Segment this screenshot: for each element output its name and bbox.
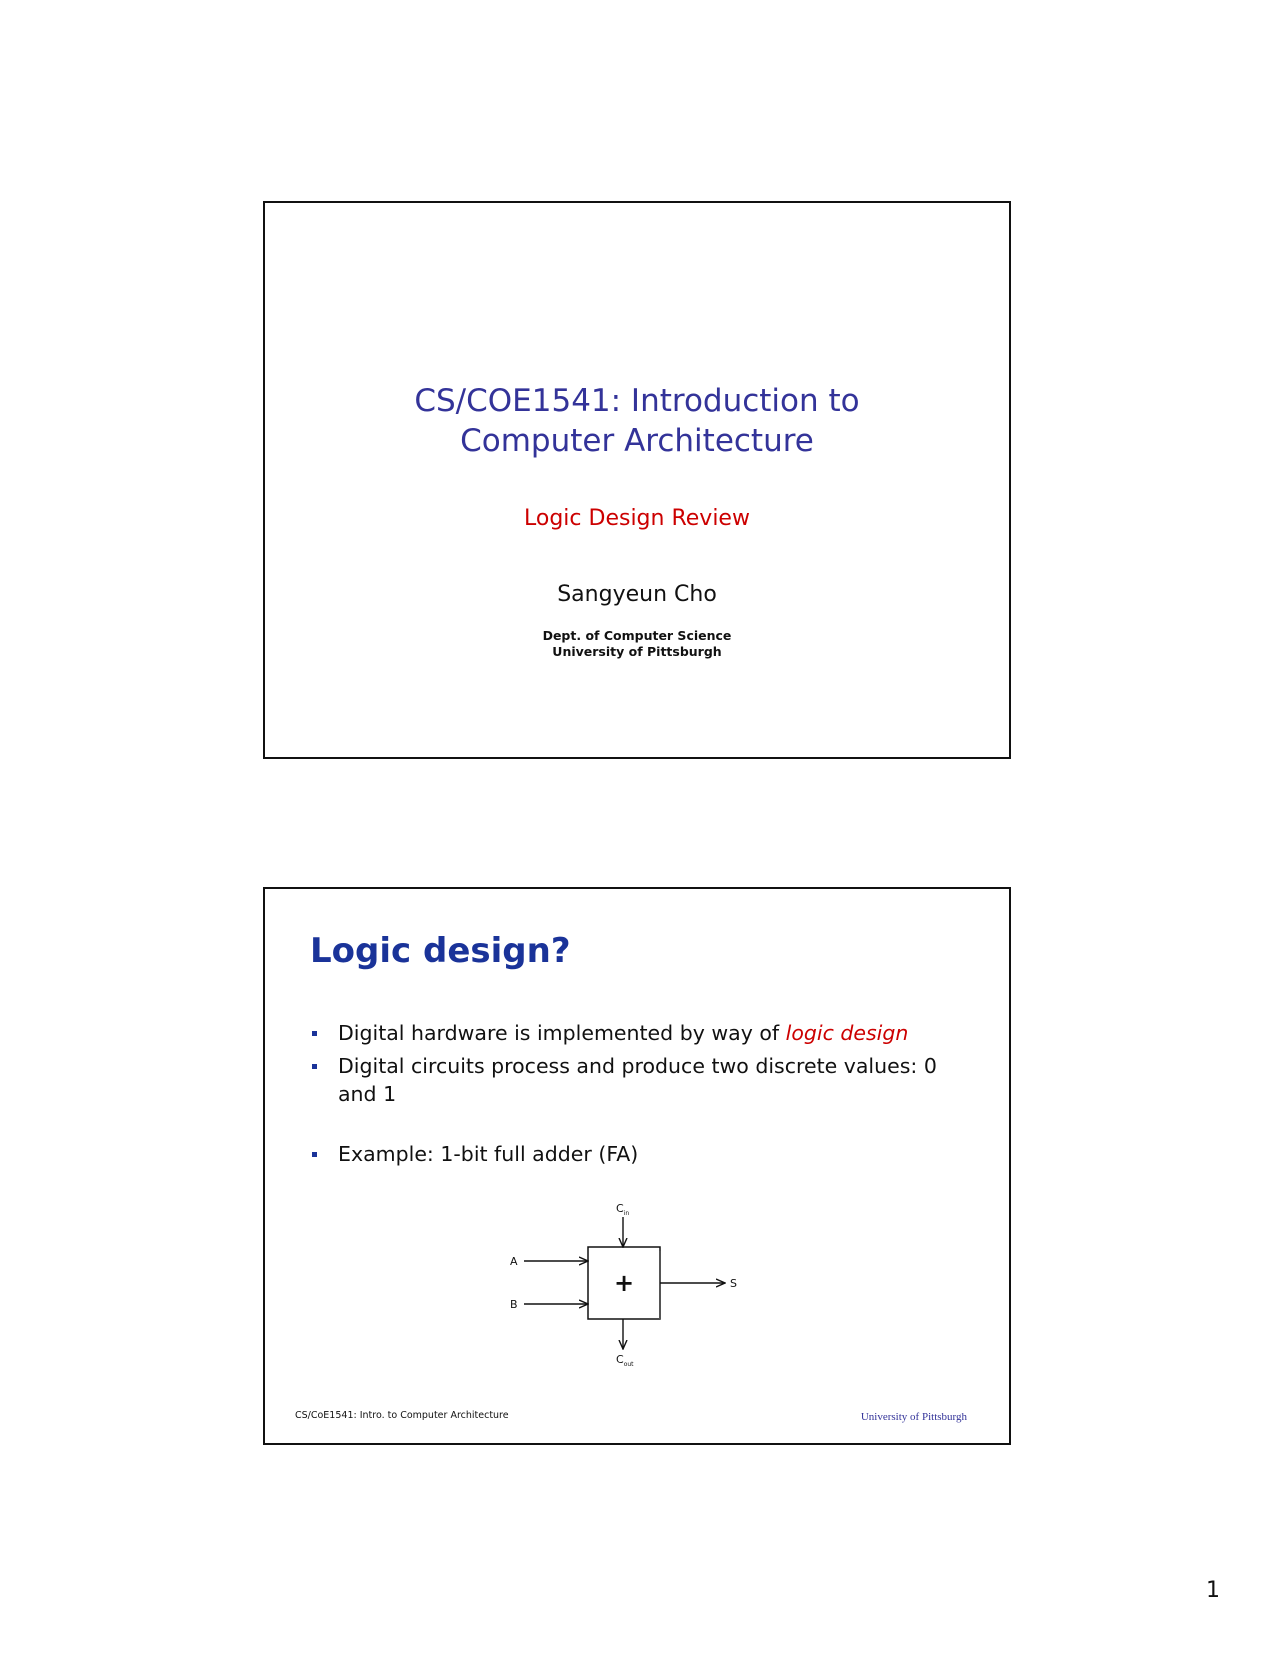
- carry-in-base: C: [616, 1202, 624, 1215]
- course-title: [265, 381, 1009, 461]
- bullet-item: [310, 1140, 950, 1168]
- bullet-text: Digital circuits process and produce two discrete values: 0 and 1: [338, 1054, 937, 1106]
- output-s-label: S: [730, 1277, 737, 1290]
- carry-out-base: C: [616, 1353, 624, 1366]
- bullet-emphasis: logic design: [785, 1021, 909, 1045]
- square-bullet-icon: [312, 1152, 317, 1157]
- carry-out-sub: out: [623, 1361, 634, 1368]
- input-b-label: B: [510, 1298, 518, 1311]
- plus-operator: +: [613, 1269, 635, 1297]
- square-bullet-icon: [312, 1031, 317, 1036]
- footer-course: CS/CoE1541: Intro. to Computer Architecture: [295, 1410, 509, 1421]
- full-adder-diagram: [510, 1199, 760, 1379]
- bullet-text: Digital hardware is implemented by way of: [338, 1021, 786, 1045]
- bullet-item: [310, 1019, 950, 1047]
- carry-out-label: [616, 1353, 634, 1368]
- carry-in-label: [616, 1202, 629, 1217]
- course-title-line1: CS/COE1541: Introduction to: [414, 383, 860, 419]
- lecture-subtitle: Logic Design Review: [524, 506, 750, 531]
- course-title-line2: Computer Architecture: [460, 423, 814, 459]
- bullet-text: Example: 1-bit full adder (FA): [338, 1142, 639, 1166]
- bullet-list: [310, 1019, 950, 1173]
- page-number: 1: [1206, 1578, 1220, 1603]
- input-a-label: A: [510, 1255, 518, 1268]
- title-block: [265, 381, 1009, 660]
- affiliation-university: University of Pittsburgh: [552, 644, 722, 659]
- affiliation: [265, 628, 1009, 660]
- author-name: Sangyeun Cho: [557, 582, 717, 607]
- title-slide: [263, 201, 1011, 759]
- footer-university: University of Pittsburgh: [860, 1411, 967, 1423]
- carry-in-sub: in: [623, 1210, 630, 1217]
- bullet-item: [310, 1052, 950, 1108]
- logic-design-slide: [263, 887, 1011, 1445]
- slide-title: Logic design?: [310, 931, 571, 971]
- affiliation-dept: Dept. of Computer Science: [542, 628, 732, 643]
- square-bullet-icon: [312, 1064, 317, 1069]
